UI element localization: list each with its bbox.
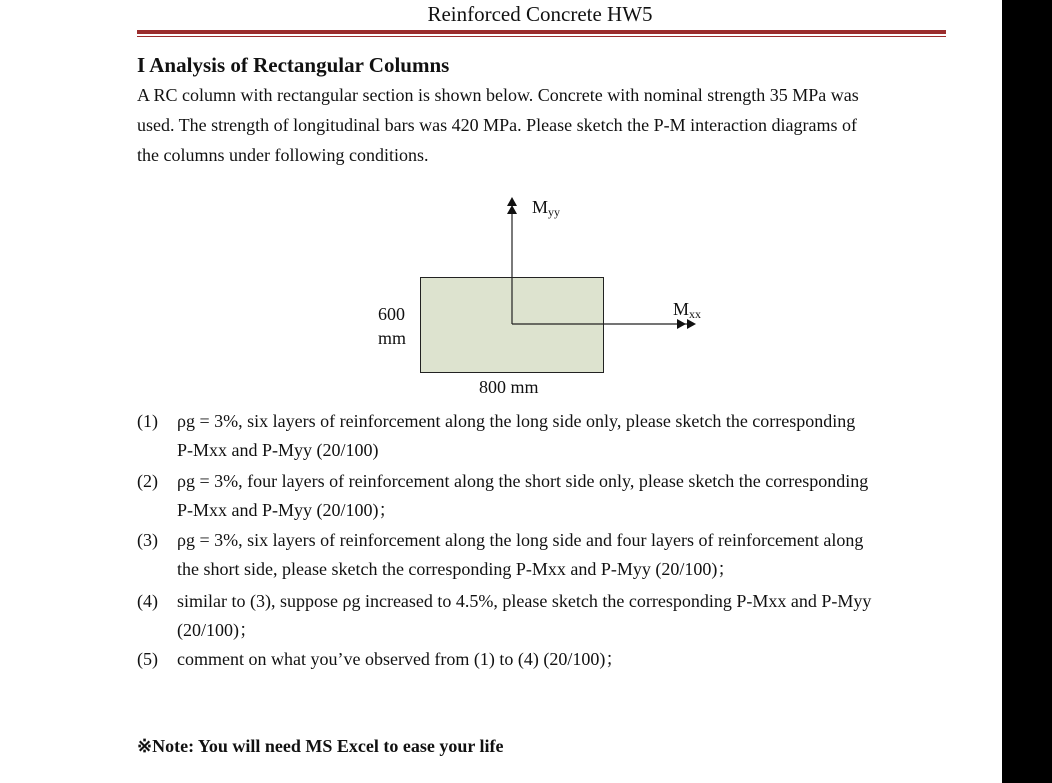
list-item-text: (20/100)； [177, 620, 257, 640]
myy-axis-label: $M_{yy}$ [532, 197, 561, 219]
height-dimension-value: 600 [378, 304, 405, 324]
myy-arrowhead-upper [507, 197, 517, 206]
list-item-text: ρg = 3%, six layers of reinforcement along the long side only, please sketch the corresponding [177, 411, 856, 431]
list-item-text: ρg = 3%, six layers of reinforcement along the long side and four layers of reinforcement along [177, 530, 864, 550]
list-item-number: (5) [137, 649, 158, 669]
height-dimension-unit: mm [378, 328, 407, 348]
intro-line: A RC column with rectangular section is shown below. Concrete with nominal strength 35 MPa was [137, 85, 859, 105]
section-title: I Analysis of Rectangular Columns [137, 53, 450, 77]
mxx-axis-label: $M_{xx}$ [673, 299, 702, 321]
list-item-text: P-Mxx and P-Myy (20/100)； [177, 500, 397, 520]
page-header-title: Reinforced Concrete HW5 [427, 2, 653, 26]
list-item-number: (2) [137, 471, 158, 491]
intro-line: the columns under following conditions. [137, 145, 429, 165]
list-item-text: ρg = 3%, four layers of reinforcement along the short side only, please sketch the corresponding [177, 471, 869, 491]
myy-arrowhead-lower [507, 205, 517, 214]
width-dimension-label: 800 mm [479, 377, 539, 397]
list-item-text: similar to (3), suppose ρg increased to 4.5%, please sketch the corresponding P-Mxx and P-Myy [177, 591, 872, 611]
list-item-text: P-Mxx and P-Myy (20/100) [177, 440, 379, 460]
list-item-number: (4) [137, 591, 158, 611]
list-item-text: the short side, please sketch the corresponding P-Mxx and P-Myy (20/100)； [177, 559, 736, 579]
list-item-text: comment on what you’ve observed from (1) to (4) (20/100)； [177, 649, 624, 669]
note-text: ※Note: You will need MS Excel to ease your life [137, 736, 504, 756]
intro-line: used. The strength of longitudinal bars was 420 MPa. Please sketch the P-M interaction diagrams of [137, 115, 858, 135]
list-item-number: (1) [137, 411, 158, 431]
list-item-number: (3) [137, 530, 158, 550]
